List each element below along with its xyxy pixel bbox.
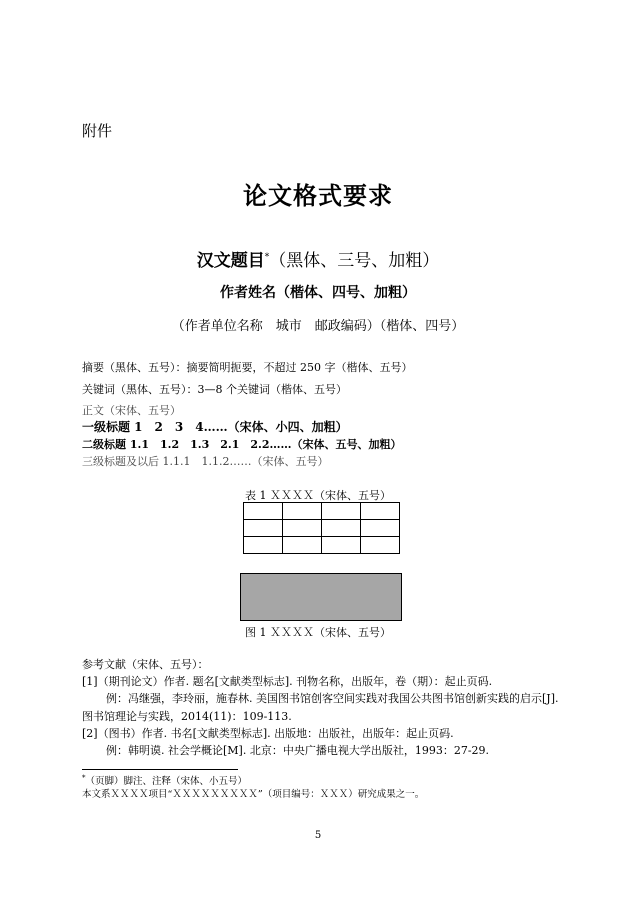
footnote-line-1 [82, 772, 247, 788]
footnote-divider [82, 769, 238, 770]
table-cell [322, 520, 361, 537]
table-row [244, 520, 400, 537]
paper-title-main: 汉文题目 [196, 251, 265, 271]
table-row [244, 503, 400, 520]
heading-level-2: 二级标题 1.1 1.2 1.3 2.1 2.2……（宋体、五号、加粗） [82, 438, 402, 451]
table-cell [244, 537, 283, 554]
table-cell [361, 503, 400, 520]
author-name: 作者姓名（楷体、四号、加粗） [220, 285, 416, 301]
abstract-label: 摘要（黑体、五号）： [82, 361, 187, 374]
figure-caption: 图 1 ＸＸＸＸ（宋体、五号） [245, 626, 391, 639]
keywords-line [82, 382, 347, 397]
table-cell [361, 520, 400, 537]
table-cell [322, 503, 361, 520]
author-affiliation: （作者单位名称 城市 邮政编码）（楷体、四号） [171, 319, 465, 334]
title-footnote-mark: * [264, 252, 270, 263]
page-number: 5 [314, 830, 322, 841]
abstract-text: 摘要简明扼要，不超过 250 字（楷体、五号） [186, 361, 413, 374]
table-cell [244, 520, 283, 537]
reference-book-format: [2]（图书）作者. 书名[文献类型标志]. 出版地：出版社，出版年：起止页码. [82, 727, 454, 740]
reference-journal-example-cont: 图书馆理论与实践，2014(11)：109-113. [82, 710, 292, 723]
reference-journal-example: 例：冯继强，李玲丽，施春林. 美国图书馆创客空间实践对我国公共图书馆创新实践的启示[J]. [106, 692, 559, 705]
reference-book-example: 例：韩明谟. 社会学概论[M]. 北京：中央广播电视大学出版社，1993：27-29. [106, 744, 490, 757]
table-cell [283, 520, 322, 537]
paper-title [0, 246, 636, 271]
reference-journal-format: [1]（期刊论文）作者. 题名[文献类型标志]. 刊物名称，出版年，卷（期）：起止页码. [82, 675, 493, 688]
table-row [244, 537, 400, 554]
body-text-line: 正文（宋体、五号） [82, 404, 181, 417]
table-cell [361, 537, 400, 554]
sample-table [243, 502, 400, 554]
abstract-line [82, 360, 413, 375]
table-cell [283, 503, 322, 520]
footnote-mark: * [82, 774, 86, 782]
references-heading: 参考文献（宋体、五号）： [82, 658, 209, 671]
table-cell [244, 503, 283, 520]
table-cell [322, 537, 361, 554]
table-caption: 表 1 ＸＸＸＸ（宋体、五号） [245, 489, 391, 502]
keywords-label: 关键词（黑体、五号）： [82, 383, 198, 396]
footnote-line-2: 本文系ＸＸＸＸ项目“ＸＸＸＸＸＸＸＸＸ”（项目编号：ＸＸＸ）研究成果之一。 [82, 789, 425, 800]
sample-figure [240, 573, 402, 621]
heading-level-3: 三级标题及以后 1.1.1 1.1.2……（宋体、五号） [82, 455, 329, 468]
keywords-text: 3—8 个关键词（楷体、五号） [197, 383, 347, 396]
attachment-label: 附件 [82, 122, 113, 140]
paper-title-note: （黑体、三号、加粗） [269, 251, 440, 271]
heading-level-1: 一级标题 1 2 3 4……（宋体、小四、加粗） [82, 420, 348, 434]
footnote-text: （页脚）脚注、注释（宋体、小五号） [85, 776, 248, 788]
table-cell [283, 537, 322, 554]
document-title: 论文格式要求 [243, 181, 393, 210]
